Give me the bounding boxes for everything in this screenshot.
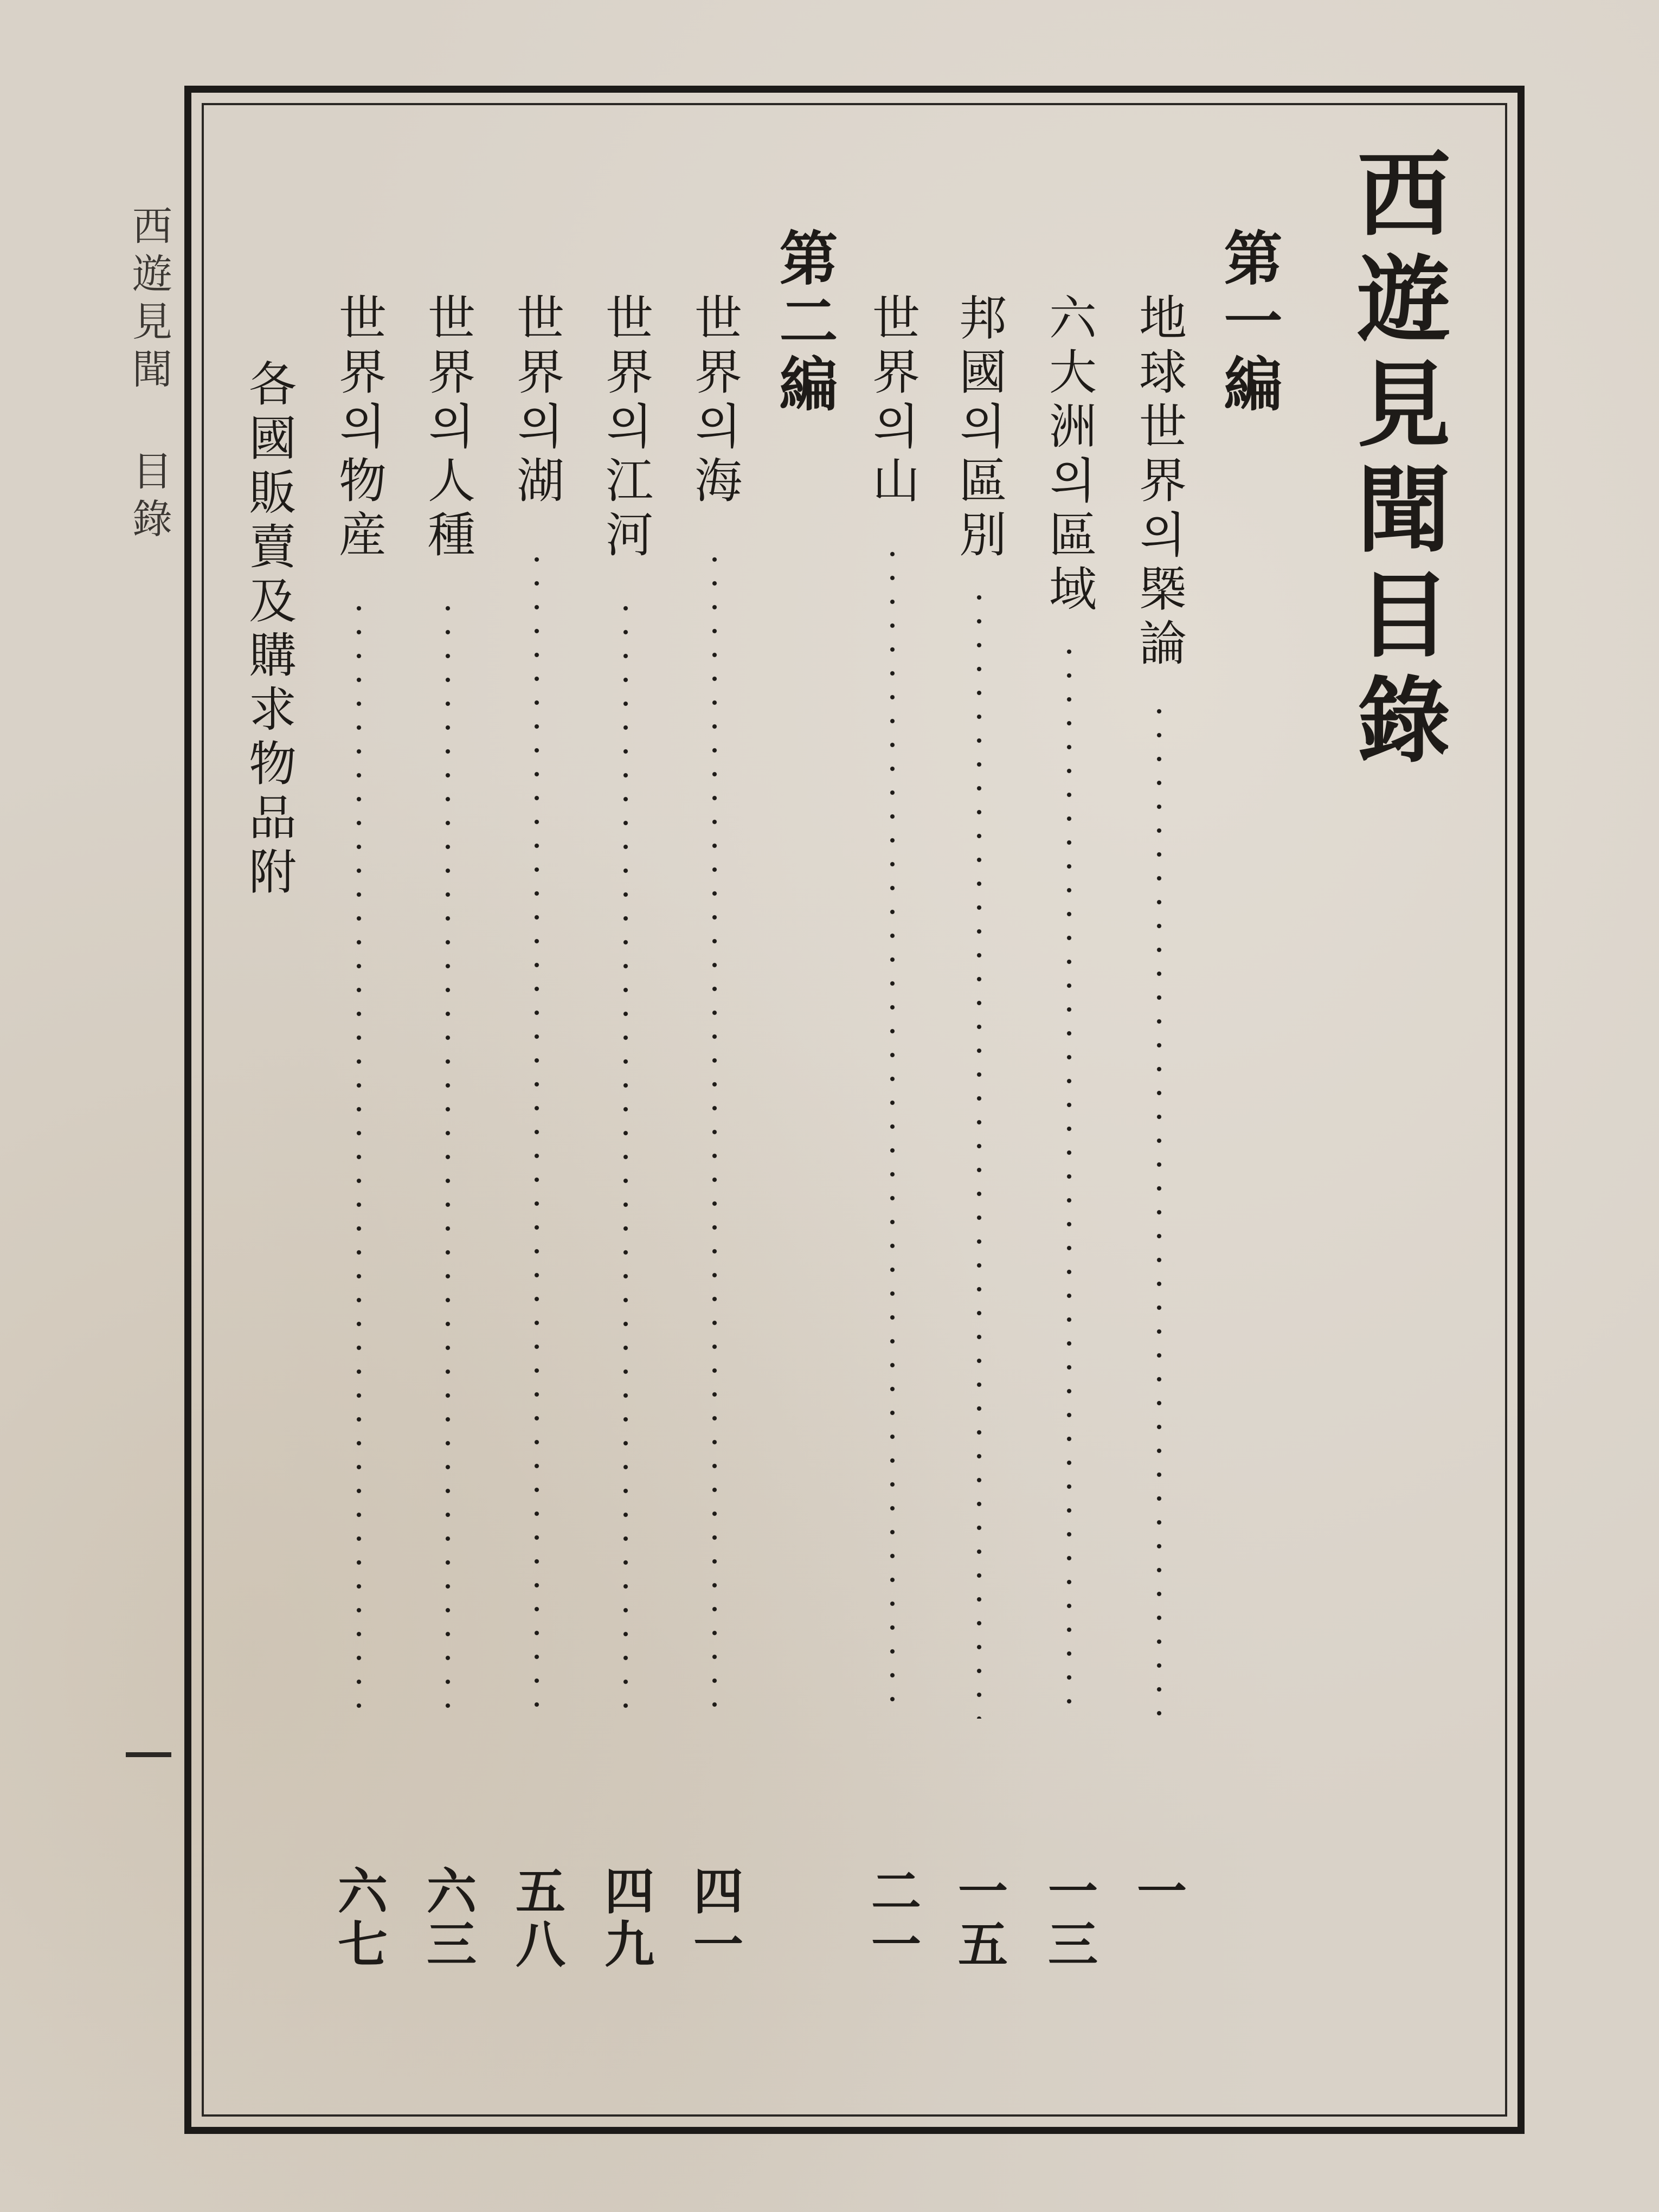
dot-leader: [712, 548, 717, 1719]
toc-entry-page: 一: [1129, 1865, 1187, 1918]
toc-entry-title: 世界의江河: [598, 293, 654, 564]
toc-entry-page: 六三: [419, 1865, 477, 1971]
toc-entry-page: 一五: [950, 1865, 1008, 1971]
page-frame-inner: [202, 103, 1507, 2117]
section-heading-2: 第二編: [769, 228, 838, 416]
dot-leader: [534, 548, 539, 1719]
dot-leader: [623, 596, 628, 1719]
toc-entry-title: 世界의物産: [331, 293, 387, 564]
dot-leader: [1156, 699, 1162, 1719]
running-head: 西遊見聞 目錄: [126, 205, 172, 545]
dot-leader: [356, 596, 362, 1719]
toc-entry-page: 二一: [863, 1865, 922, 1971]
toc-entry-title: 地球世界의槩論: [1131, 293, 1187, 672]
toc-entry-title: 世界의海: [687, 293, 743, 510]
toc-entry-title: 世界의人種: [420, 293, 476, 564]
toc-entry-title: 各國販賣及購求物品附: [241, 359, 297, 901]
section-heading-1: 第一編: [1214, 228, 1282, 416]
folio-page-number: [126, 1752, 171, 1757]
toc-entry-title: 六大洲의區域: [1041, 293, 1097, 618]
toc-entry-page: 四一: [685, 1865, 744, 1971]
toc-entry-title: 世界의山: [865, 293, 921, 510]
dot-leader: [1066, 640, 1072, 1719]
toc-entry-page: 一三: [1040, 1865, 1098, 1971]
toc-entry-page: 四九: [596, 1865, 655, 1971]
dot-leader: [976, 586, 982, 1719]
toc-entry-title: 世界의湖: [509, 293, 565, 510]
dot-leader: [445, 596, 451, 1719]
toc-entry-page: 五八: [507, 1865, 566, 1971]
dot-leader: [890, 542, 895, 1719]
toc-entry-page: 六七: [330, 1865, 388, 1971]
toc-entry-title: 邦國의區別: [951, 293, 1007, 564]
page-title: 西遊見聞目錄: [1342, 145, 1452, 776]
